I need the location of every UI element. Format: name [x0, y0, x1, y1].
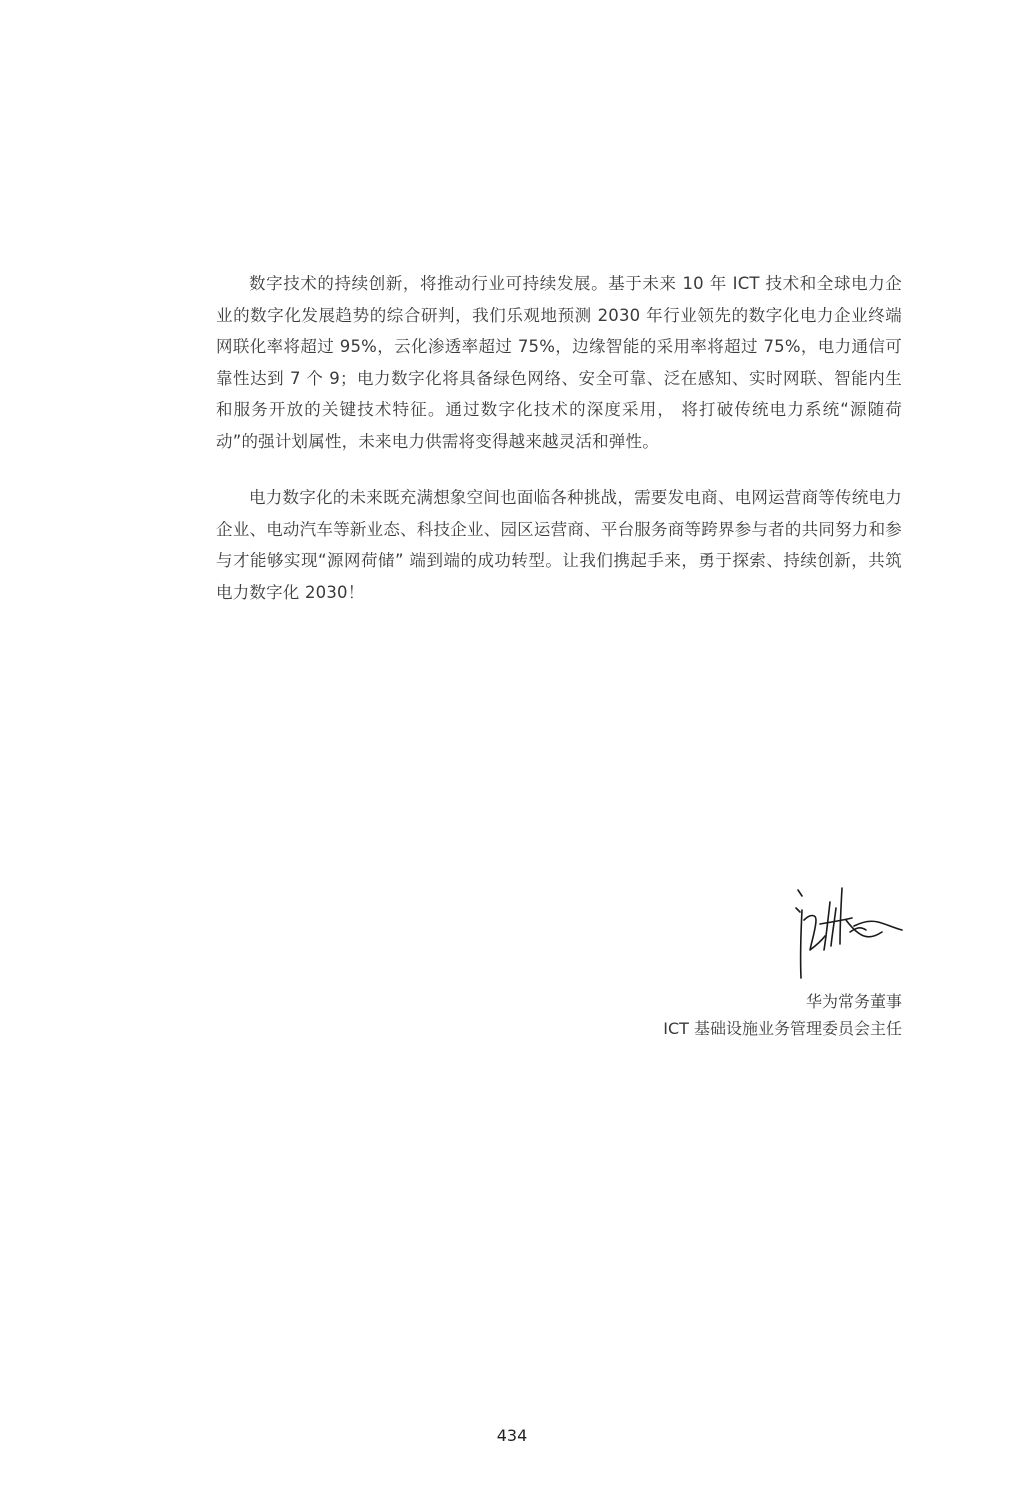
signatory-position: ICT 基础设施业务管理委员会主任 — [663, 1019, 902, 1038]
signatory-title: 华为常务董事 — [805, 992, 902, 1011]
signature-block — [663, 988, 902, 1042]
handwritten-signature — [790, 880, 910, 985]
page-number: 434 — [496, 1426, 528, 1445]
paragraph-1: 数字技术的持续创新，将推动行业可持续发展。基于未来 10 年 ICT 技术和全球电力企业的数字化发展趋势的综合研判，我们乐观地预测 2030 年行业领先的数字化电力企业终端网联化率将超过 95%，云化渗透率超过 75%，边缘智能的采用率将超过 75%，电力通信可靠性达到 7 个 9；电力数字化将具备绿色网络、安全可靠、泛在感知、实时网联、智能内生和服务开放的关键技术特征。通过数字化技术的深度采用， 将打破传统电力系统“源随荷动”的强计划属性，未来电力供需将变得越来越灵活和弹性。 — [216, 274, 902, 451]
paragraph-2: 电力数字化的未来既充满想象空间也面临各种挑战，需要发电商、电网运营商等传统电力企业、电动汽车等新业态、科技企业、园区运营商、平台服务商等跨界参与者的共同努力和参与才能够实现“源网荷储” 端到端的成功转型。让我们携起手来，勇于探索、持续创新，共筑电力数字化 2030！ — [216, 488, 902, 602]
body-text — [216, 268, 902, 608]
